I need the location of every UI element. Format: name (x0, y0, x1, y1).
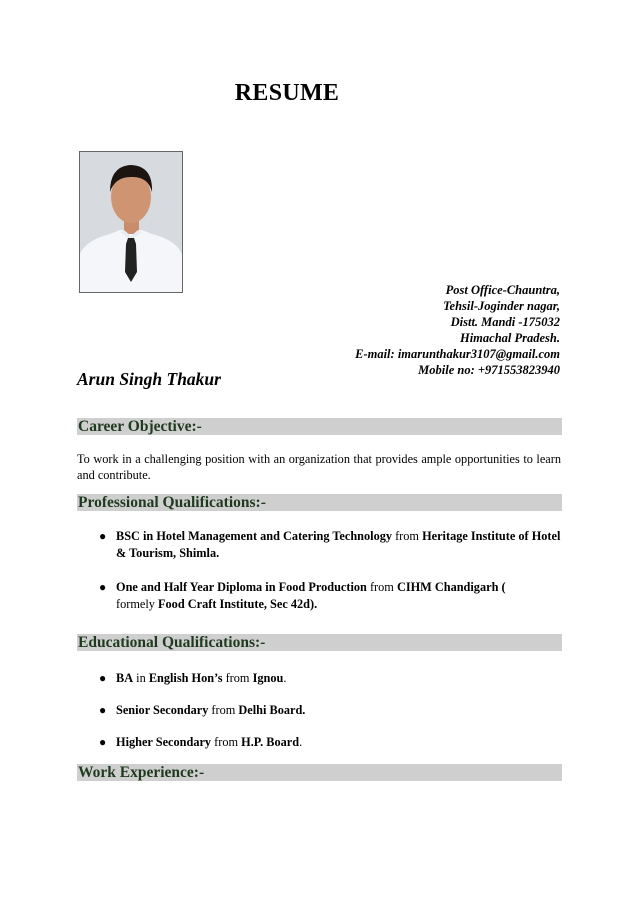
list-item (77, 702, 561, 719)
list-item (77, 528, 561, 562)
resume-title: RESUME (234, 80, 340, 106)
section-work-experience: Work Experience:- (77, 764, 562, 781)
bullet-icon: ● (99, 529, 107, 543)
list-item (77, 670, 561, 687)
bullet-icon: ● (99, 580, 107, 594)
address-line: Tehsil-Joginder nagar, (443, 299, 560, 313)
qualification-institute: Heritage Institute of Hotel & Tourism, Shimla. (116, 529, 561, 560)
qualification-institute-former: Food Craft Institute, Sec 42d). (158, 597, 318, 611)
address-line: Post Office-Chauntra, (445, 283, 560, 297)
email-line: E-mail: imarunthakur3107@gmail.com (355, 347, 560, 361)
connector-text: from (366, 580, 397, 594)
education-degree: BA (116, 671, 134, 685)
section-educational-qualifications: Educational Qualifications:- (77, 634, 562, 651)
education-degree: Senior Secondary (116, 703, 209, 717)
list-item (77, 734, 561, 751)
professional-list (77, 528, 561, 613)
qualification-institute: CIHM Chandigarh ( (396, 580, 506, 594)
bullet-icon: ● (99, 703, 107, 717)
mobile-line: Mobile no: +971553823940 (418, 363, 560, 377)
connector-text: from (211, 735, 242, 749)
objective-text: To work in a challenging position with an organization that provides ample opportunities to learn and contribute. (77, 452, 561, 482)
section-career-objective: Career Objective:- (77, 418, 562, 435)
education-board: Delhi Board. (238, 703, 306, 717)
educational-list (77, 670, 561, 751)
connector-text: from (208, 703, 239, 717)
bullet-icon: ● (99, 671, 107, 685)
qualification-degree: BSC in Hotel Management and Catering Technology (116, 529, 393, 543)
list-item (77, 579, 561, 613)
address-line: Distt. Mandi -175032 (450, 315, 560, 329)
profile-photo (79, 151, 183, 293)
section-professional-qualifications: Professional Qualifications:- (77, 494, 562, 511)
punctuation-text: . (283, 671, 287, 685)
connector-text: from (392, 529, 423, 543)
education-subject: English Hon’s (148, 671, 223, 685)
education-board: Ignou (252, 671, 284, 685)
connector-text: formely (116, 597, 159, 611)
connector-text: from (222, 671, 253, 685)
education-board: H.P. Board (241, 735, 300, 749)
punctuation-text: . (299, 735, 303, 749)
address-line: Himachal Pradesh. (459, 331, 560, 345)
person-portrait-icon (80, 152, 182, 292)
contact-address (355, 282, 560, 378)
connector-text: in (133, 671, 149, 685)
education-degree: Higher Secondary (116, 735, 212, 749)
qualification-degree: One and Half Year Diploma in Food Production (116, 580, 367, 594)
bullet-icon: ● (99, 735, 107, 749)
candidate-name: Arun Singh Thakur (77, 369, 221, 389)
